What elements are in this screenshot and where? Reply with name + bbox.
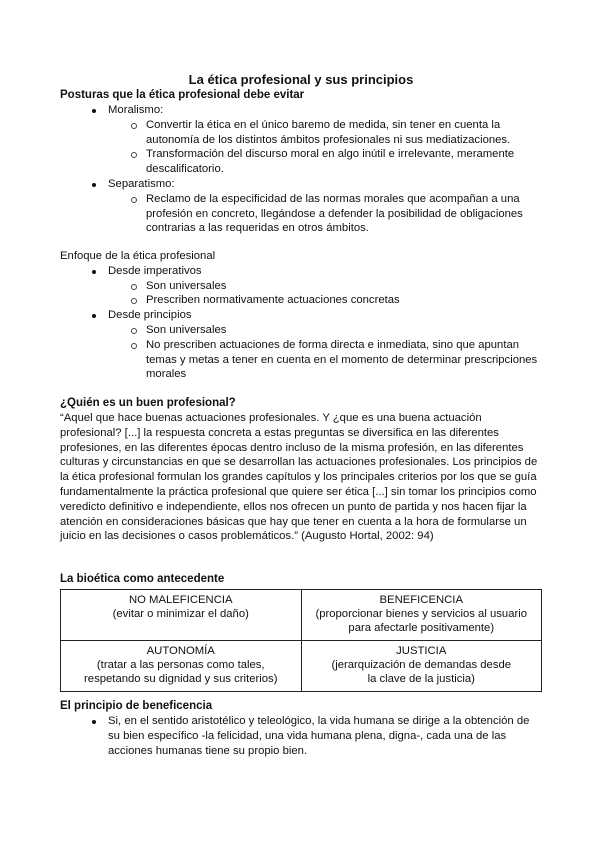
cell-desc: (proporcionar bienes y servicios al usuario para afectarle positivamente) [315, 608, 528, 634]
heading-bioetica: La bioética como antecedente [60, 573, 225, 585]
list-item: Desde imperativos [60, 264, 542, 279]
cell-desc: (tratar a las personas como tales, respetando su dignidad y sus criterios) [84, 659, 278, 685]
list-item: Desde principios [60, 308, 542, 323]
cell-desc: (jerarquización de demandas desde la clave de la justicia) [331, 659, 512, 685]
section-quien [60, 396, 542, 544]
list-item: Prescriben normativamente actuaciones concretas [60, 293, 542, 308]
list-item: Separatismo: [60, 177, 542, 192]
page-title: La ética profesional y sus principios [188, 72, 414, 87]
cell-title: AUTONOMÍA [146, 645, 215, 657]
list-item: Transformación del discurso moral en algo inútil e irrelevante, meramente descalificatorio. [60, 147, 542, 177]
heading-posturas: Posturas que la ética profesional debe evitar [60, 89, 305, 101]
table-cell [61, 590, 302, 641]
principles-table [60, 589, 542, 692]
page-title-block [60, 72, 542, 88]
section-posturas [60, 88, 542, 236]
list-item: Si, en el sentido aristotélico y teleológico, la vida humana se dirige a la obtención de su bien específico -la felicidad, una vida humana plena, digna-, cada una de las acciones humanas tiene su propio bien. [60, 714, 542, 758]
cell-title: JUSTICIA [396, 645, 447, 657]
cell-title: BENEFICENCIA [379, 594, 463, 606]
list-item: Son universales [60, 323, 542, 338]
section-beneficencia [60, 699, 542, 758]
list-item: No prescriben actuaciones de forma directa e inmediata, sino que apuntan temas y metas a tener en cuenta en el momento de determinar prescripciones morales [60, 338, 542, 382]
list-item: Moralismo: [60, 103, 542, 118]
heading-quien: ¿Quién es un buen profesional? [60, 397, 236, 409]
table-cell [301, 641, 542, 692]
cell-desc: (evitar o minimizar el daño) [112, 608, 249, 620]
section-bioetica [60, 572, 542, 692]
section-enfoque [60, 249, 542, 382]
table-cell [301, 590, 542, 641]
table-cell [61, 641, 302, 692]
list-item: Reclamo de la especificidad de las normas morales que acompañan a una profesión en concreto, llegándose a defender la posibilidad de obligaciones contrarias a las requeridas en otros ámbitos. [60, 192, 542, 236]
heading-beneficencia: El principio de beneficencia [60, 700, 213, 712]
cell-title: NO MALEFICENCIA [128, 594, 233, 606]
heading-enfoque: Enfoque de la ética profesional [60, 250, 216, 262]
list-item: Son universales [60, 279, 542, 294]
list-item: Convertir la ética en el único baremo de medida, sin tener en cuenta la autonomía de los distintos ámbitos profesionales ni sus mediatizaciones. [60, 118, 542, 148]
quote-paragraph: “Aquel que hace buenas actuaciones profesionales. Y ¿que es una buena actuación profesional? [...] la respuesta concreta a estas preguntas se diversifica en las diferentes profesiones, en las diferentes épocas dentro incluso de la misma profesión, en las diferentes culturas y circunstancias en que se desarrollan las actuaciones profesionales. Los principios de la ética profesional formulan los grandes capítulos y los principales criterios por los que se guía fundamentalmente la práctica profesional que quiere ser ética [...] sin tomar los principios como veredicto definitivo e independiente, ellos nos ofrecen un punto de partida y nos hacen fijar la atención en consideraciones básicas que hay que tener en cuenta a la hora de formularse un juicio en las decisiones o casos problemáticos.” (Augusto Hortal, 2002: 94) [60, 412, 538, 543]
